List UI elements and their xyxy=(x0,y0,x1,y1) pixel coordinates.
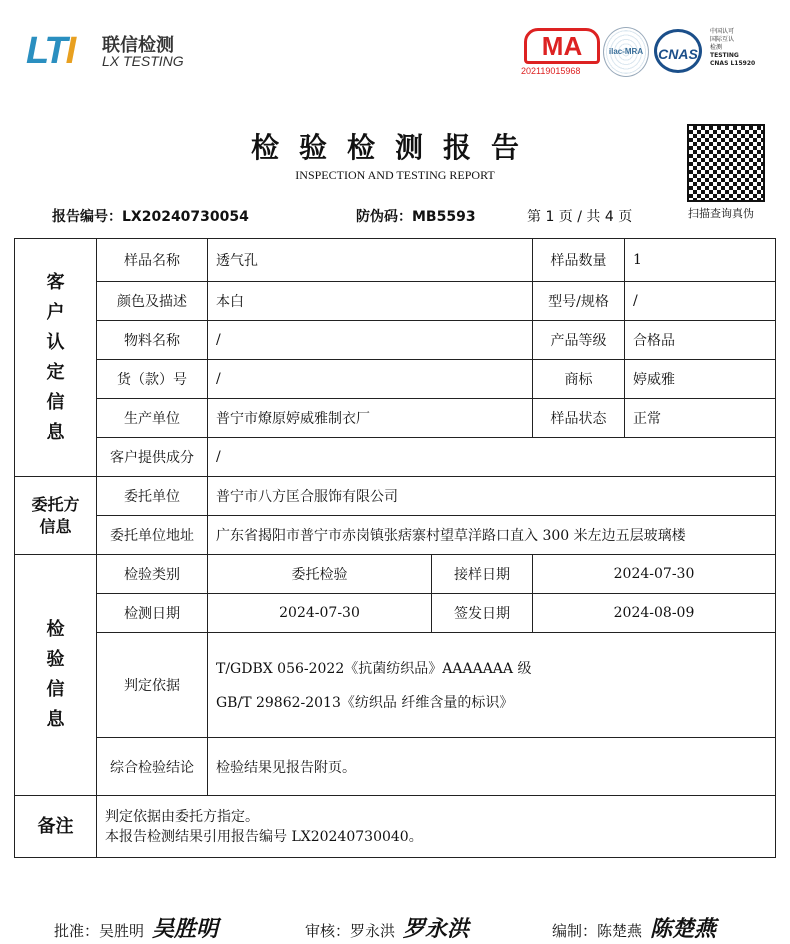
anti-fake-code: 防伪码：MB5593 xyxy=(356,209,476,225)
field-value: 合格品 xyxy=(625,321,776,360)
field-value: 2024-07-30 xyxy=(533,555,776,594)
logo-en: LX TESTING xyxy=(102,53,184,69)
entrust-section-label: 委托方信息 xyxy=(15,477,97,555)
field-value: 1 xyxy=(625,239,776,282)
report-number: 报告编号：LX20240730054 xyxy=(52,209,249,225)
field-label: 判定依据 xyxy=(97,633,208,738)
editor-signature: 陈楚燕 xyxy=(650,916,717,942)
field-label: 货（款）号 xyxy=(97,360,208,399)
logo-mark: LTI xyxy=(26,30,75,72)
field-value: / xyxy=(208,360,533,399)
page-indicator: 第 1 页 / 共 4 页 xyxy=(527,209,633,225)
field-value: 2024-07-30 xyxy=(208,594,432,633)
inspection-section-label: 检验信息 xyxy=(15,555,97,796)
field-value: 正常 xyxy=(625,399,776,438)
qr-caption: 扫描查询真伪 xyxy=(688,207,754,220)
field-label: 生产单位 xyxy=(97,399,208,438)
field-label: 物料名称 xyxy=(97,321,208,360)
field-label: 型号/规格 xyxy=(533,282,625,321)
field-value: 检验结果见报告附页。 xyxy=(208,738,776,796)
field-label: 签发日期 xyxy=(432,594,533,633)
field-value: 2024-08-09 xyxy=(533,594,776,633)
reviewer: 审核：罗永洪 罗永洪 xyxy=(305,916,470,942)
field-value: 透气孔 xyxy=(208,239,533,282)
field-value: 委托检验 xyxy=(208,555,432,594)
field-label: 样品名称 xyxy=(97,239,208,282)
field-value: 本白 xyxy=(208,282,533,321)
editor: 编制：陈楚燕 陈楚燕 xyxy=(552,916,717,942)
cnas-line: 国际互认 xyxy=(710,36,735,43)
field-label: 产品等级 xyxy=(533,321,625,360)
field-label: 检测日期 xyxy=(97,594,208,633)
notes-label: 备注 xyxy=(15,796,97,858)
field-label: 接样日期 xyxy=(432,555,533,594)
page-subtitle: INSPECTION AND TESTING REPORT xyxy=(295,168,495,182)
cnas-line: 检测 xyxy=(710,44,723,51)
logo-cn: 联信检测 xyxy=(102,35,174,56)
customer-section-label: 客户认定信息 xyxy=(15,239,97,477)
field-label: 委托单位 xyxy=(97,477,208,516)
field-label: 综合检验结论 xyxy=(97,738,208,796)
field-label: 商标 xyxy=(533,360,625,399)
field-label: 颜色及描述 xyxy=(97,282,208,321)
page-title: 检验检测报告 xyxy=(250,131,539,164)
approver: 批准：吴胜明 吴胜明 xyxy=(54,916,219,942)
cnas-line: TESTING xyxy=(710,52,739,59)
field-value: / xyxy=(625,282,776,321)
approver-signature: 吴胜明 xyxy=(152,916,219,942)
field-label: 委托单位地址 xyxy=(97,516,208,555)
field-label: 客户提供成分 xyxy=(97,438,208,477)
qr-code[interactable] xyxy=(687,124,765,202)
cnas-logo: CNAS xyxy=(654,29,702,73)
field-value: 普宁市燎原婷威雅制衣厂 xyxy=(208,399,533,438)
ilac-logo: ilac-MRA xyxy=(603,27,649,77)
field-value: 广东省揭阳市普宁市赤岗镇张痞寨村望草洋路口直入 300 米左边五层玻璃楼 xyxy=(208,516,776,555)
field-value: 普宁市八方匡合服饰有限公司 xyxy=(208,477,776,516)
field-label: 样品数量 xyxy=(533,239,625,282)
field-value: 婷威雅 xyxy=(625,360,776,399)
basis-line: T/GDBX 056-2022《抗菌纺织品》AAAAAAA 级 xyxy=(216,661,532,677)
report-table xyxy=(14,238,776,858)
note-line: 本报告检测结果引用报告编号 LX20240730040。 xyxy=(105,828,423,845)
cma-logo: MA xyxy=(524,28,600,64)
notes-value xyxy=(97,796,776,858)
cma-number: 202119015968 xyxy=(521,66,581,76)
reviewer-signature: 罗永洪 xyxy=(403,916,470,942)
field-value: / xyxy=(208,321,533,360)
cnas-line: 中国认可 xyxy=(710,28,735,35)
field-label: 检验类别 xyxy=(97,555,208,594)
cnas-line: CNAS L15920 xyxy=(710,60,756,67)
basis-line: GB/T 29862-2013《纺织品 纤维含量的标识》 xyxy=(216,695,514,711)
basis-value xyxy=(208,633,776,738)
field-label: 样品状态 xyxy=(533,399,625,438)
cnas-text xyxy=(710,28,755,68)
field-value: / xyxy=(208,438,776,477)
note-line: 判定依据由委托方指定。 xyxy=(105,808,259,825)
